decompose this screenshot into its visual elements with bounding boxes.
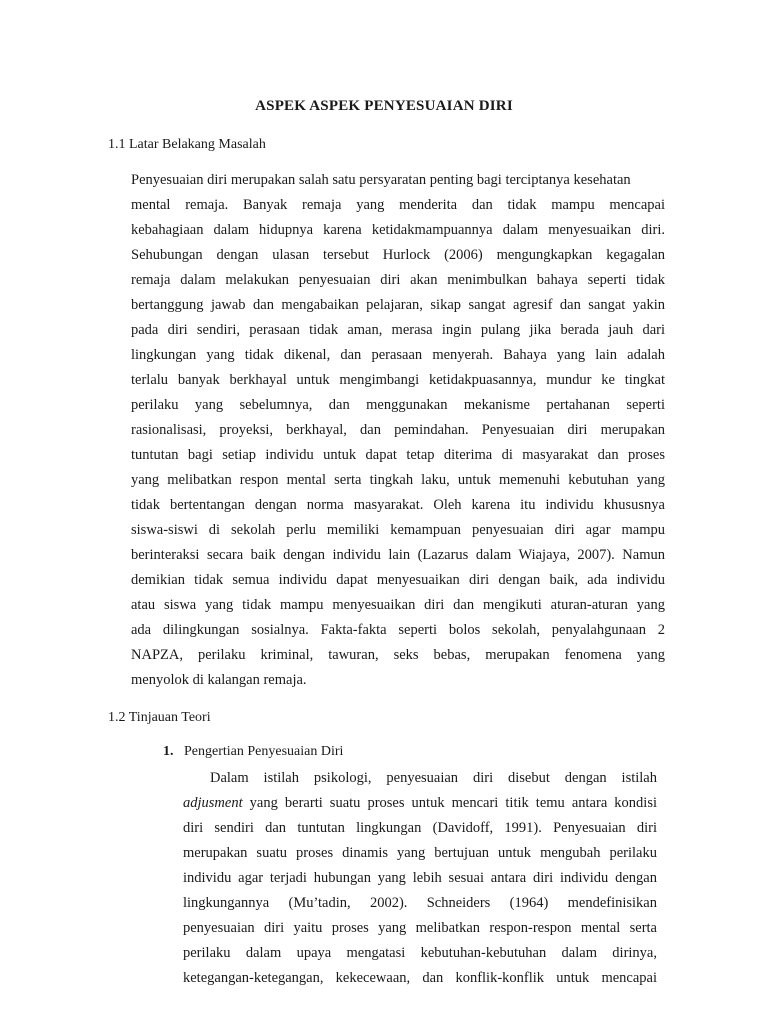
paragraph-line: NAPZA, perilaku kriminal, tawuran, seks bebas, merupakan fenomena yang: [131, 647, 665, 663]
paragraph-line: rasionalisasi, proyeksi, berkhayal, dan pemindahan. Penyesuaian diri merupakan: [131, 422, 665, 438]
paragraph-line: pada diri sendiri, perasaan tidak aman, merasa ingin pulang jika berada jauh dari: [131, 322, 665, 338]
paragraph-line: remaja dalam melakukan penyesuaian diri akan menimbulkan bahaya seperti tidak: [131, 272, 665, 288]
paragraph-line: individu agar terjadi hubungan yang lebih sesuai antara diri individu dengan: [183, 870, 657, 886]
paragraph-line: berinteraksi secara baik dengan individu lain (Lazarus dalam Wiajaya, 2007). Namun: [131, 547, 665, 563]
section-heading-1-2: 1.2 Tinjauan Teori: [108, 710, 211, 725]
paragraph-line: siswa-siswi di sekolah perlu memiliki kemampuan penyesuaian diri agar mampu: [131, 522, 665, 538]
paragraph-line: bertanggung jawab dan mengabaikan pelajaran, sikap sangat agresif dan sangat yakin: [131, 297, 665, 313]
paragraph-line: mental remaja. Banyak remaja yang menderita dan tidak mampu mencapai: [131, 197, 665, 213]
document-title: ASPEK ASPEK PENYESUAIAN DIRI: [255, 98, 513, 114]
paragraph-line: lingkungannya (Mu’tadin, 2002). Schneiders (1964) mendefinisikan: [183, 895, 657, 911]
paragraph-line: atau siswa yang tidak mampu menyesuaikan diri dan mengikuti aturan-aturan yang: [131, 597, 665, 613]
paragraph-line: terlalu banyak berkhayal untuk mengimbangi ketidakpuasannya, mundur ke tingkat: [131, 372, 665, 388]
paragraph-line: tuntutan bagi setiap individu untuk dapat tetap diterima di masyarakat dan proses: [131, 447, 665, 463]
paragraph-line: Penyesuaian diri merupakan salah satu persyaratan penting bagi terciptanya kesehatan: [131, 172, 631, 188]
paragraph-line: tidak bertentangan dengan norma masyarakat. Oleh karena itu individu khususnya: [131, 497, 665, 513]
paragraph-line: kebahagiaan dalam hidupnya karena ketidakmampuannya dalam menyesuaikan diri.: [131, 222, 665, 238]
paragraph-line: penyesuaian diri yaitu proses yang melibatkan respon-respon mental serta: [183, 920, 657, 936]
line-text: yang berarti suatu proses untuk mencari titik temu antara kondisi: [249, 795, 658, 811]
section-heading-1-1: 1.1 Latar Belakang Masalah: [108, 137, 266, 152]
paragraph-line: perilaku yang sebelumnya, dan menggunakan mekanisme pertahanan seperti: [131, 397, 665, 413]
paragraph-line: Sehubungan dengan ulasan tersebut Hurlock (2006) mengungkapkan kegagalan: [131, 247, 665, 263]
paragraph-line: merupakan suatu proses dinamis yang bertujuan untuk mengubah perilaku: [183, 845, 657, 861]
numbered-subheading: [163, 744, 343, 760]
paragraph-line: diri sendiri dan tuntutan lingkungan (Davidoff, 1991). Penyesuaian diri: [183, 820, 657, 836]
paragraph-line: lingkungan yang tidak dikenal, dan perasaan menyerah. Bahaya yang lain adalah: [131, 347, 665, 363]
paragraph-line: demikian tidak semua individu dapat menyesuaikan diri dengan baik, ada individu: [131, 572, 665, 588]
item-label: Pengertian Penyesuaian Diri: [184, 744, 344, 759]
item-number: 1.: [163, 744, 174, 759]
paragraph-line: Dalam istilah psikologi, penyesuaian diri disebut dengan istilah: [210, 770, 657, 786]
paragraph-line: ada dilingkungan sosialnya. Fakta-fakta seperti bolos sekolah, penyalahgunaan 2: [131, 622, 665, 638]
paragraph-line: [183, 794, 657, 812]
paragraph-line: menyolok di kalangan remaja.: [131, 672, 307, 688]
italic-term: adjusment: [183, 795, 243, 811]
paragraph-line: ketegangan-ketegangan, kekecewaan, dan konflik-konflik untuk mencapai: [183, 970, 657, 986]
paragraph-line: yang melibatkan respon mental serta tingkah laku, untuk memenuhi kebutuhan yang: [131, 472, 665, 488]
paragraph-line: perilaku dalam upaya mengatasi kebutuhan-kebutuhan dalam dirinya,: [183, 945, 657, 961]
